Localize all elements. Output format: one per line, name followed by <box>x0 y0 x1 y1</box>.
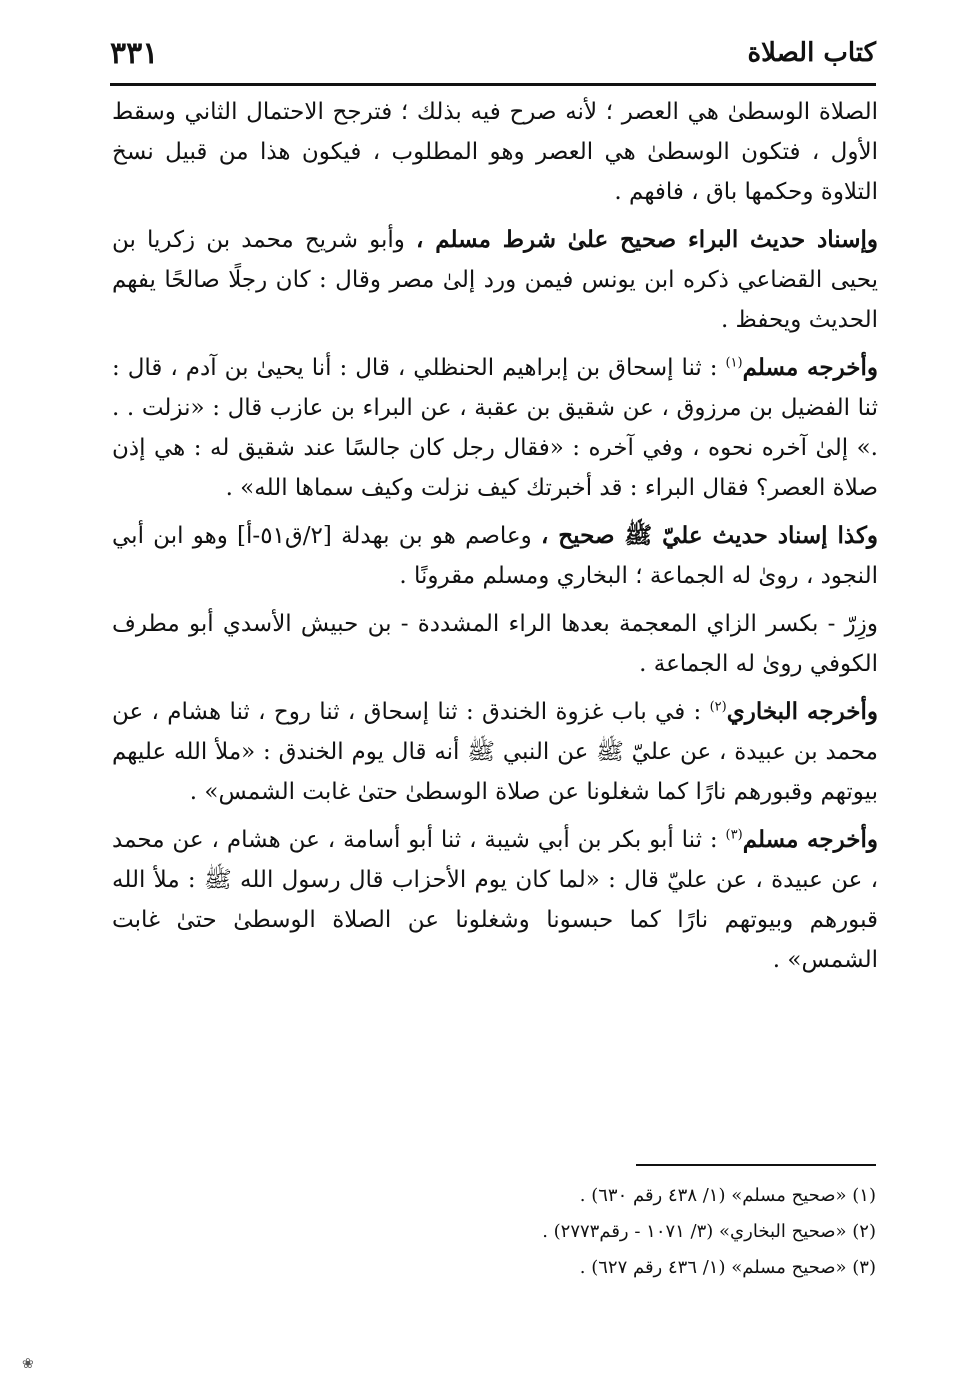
main-text <box>112 92 878 988</box>
paragraph-lead: وأخرجه البخاري <box>726 698 878 725</box>
paragraph-lead: وأخرجه مسلم <box>742 354 878 381</box>
paragraph-text: وزِرّ - بكسر الزاي المعجمة بعدها الراء المشددة - بن حبيش الأسدي أبو مطرف الكوفي روىٰ له الجماعة . <box>112 611 878 677</box>
paragraph <box>112 820 878 980</box>
paragraph <box>112 348 878 508</box>
ornament-icon: ❀ <box>22 1356 34 1372</box>
header-divider <box>110 83 876 86</box>
paragraph-text: : ثنا إسحاق بن إبراهيم الحنظلي ، قال : أنا يحيىٰ بن آدم ، قال : ثنا الفضيل بن مرزوق ، عن شقيق بن عقبة ، عن البراء بن عازب قال : «نزلت . . .» إلىٰ آخره نحوه ، وفي آخره : «فقال رجل كان جالسًا عند شقيق له : هي إذن صلاة العصر؟ فقال البراء : قد أخبرتك كيف نزلت وكيف سماها الله» . <box>112 355 878 501</box>
paragraph <box>112 604 878 684</box>
footnote: (٢) «صحيح البخاري» (٣/ ١٠٧١ - رقم٢٧٧٣) . <box>542 1221 876 1242</box>
paragraph-text: وأبو شريح محمد بن زكريا بن يحيى القضاعي ذكره ابن يونس فيمن ورد إلىٰ مصر وقال : كان رجلًا صالحًا يفهم الحديث ويحفظ . <box>112 227 878 333</box>
paragraph <box>112 220 878 340</box>
chapter-title: كتاب الصلاة <box>747 38 876 68</box>
page-number: ٣٣١ <box>110 36 159 71</box>
paragraph-lead: وأخرجه مسلم <box>742 826 878 853</box>
paragraph-text: : في باب غزوة الخندق : ثنا إسحاق ، ثنا روح ، ثنا هشام ، عن محمد بن عبيدة ، عن عليّ ﷺ عن النبي ﷺ أنه قال يوم الخندق : «ملأ الله عليهم بيوتهم وقبورهم نارًا كما شغلونا عن صلاة الوسطىٰ حتىٰ غابت الشمس» . <box>112 699 878 805</box>
footnote-divider <box>636 1164 876 1166</box>
paragraph-lead: وإسناد حديث البراء صحيح علىٰ شرط مسلم ، <box>416 226 879 253</box>
paragraph-text: الصلاة الوسطىٰ هي العصر ؛ لأنه صرح فيه بذلك ؛ فترجح الاحتمال الثاني وسقط الأول ، فتكون الوسطىٰ هي العصر وهو المطلوب ، فيكون هذا من قبيل نسخ التلاوة وحكمها باق ، فافهم . <box>112 99 878 205</box>
page-header <box>110 30 876 80</box>
footnote: (٣) «صحيح مسلم» (١/ ٤٣٦ رقم ٦٢٧) . <box>579 1257 876 1278</box>
footnote-ref: (١) <box>725 355 743 371</box>
paragraph <box>112 692 878 812</box>
paragraph-text: وعاصم هو بن بهدلة [٢/ق٥١-أ] وهو ابن أبي النجود ، روىٰ له الجماعة ؛ البخاري ومسلم مقرونًا . <box>112 523 878 589</box>
footnote-ref: (٢) <box>709 699 727 715</box>
paragraph-text: : ثنا أبو بكر بن أبي شيبة ، ثنا أبو أسامة ، عن هشام ، عن محمد ، عن عبيدة ، عن عليّ قال : «لما كان يوم الأحزاب قال رسول الله ﷺ : ملأ الله قبورهم وبيوتهم نارًا كما حبسونا وشغلونا عن الصلاة الوسطىٰ حتىٰ غابت الشمس» . <box>112 827 878 973</box>
footnote-ref: (٣) <box>725 827 743 843</box>
paragraph <box>112 516 878 596</box>
paragraph-lead: وكذا إسناد حديث عليّ ﷺ صحيح ، <box>540 522 878 549</box>
footnotes <box>112 1178 876 1286</box>
footnote: (١) «صحيح مسلم» (١/ ٤٣٨ رقم ٦٣٠) . <box>579 1185 876 1206</box>
paragraph <box>112 92 878 212</box>
